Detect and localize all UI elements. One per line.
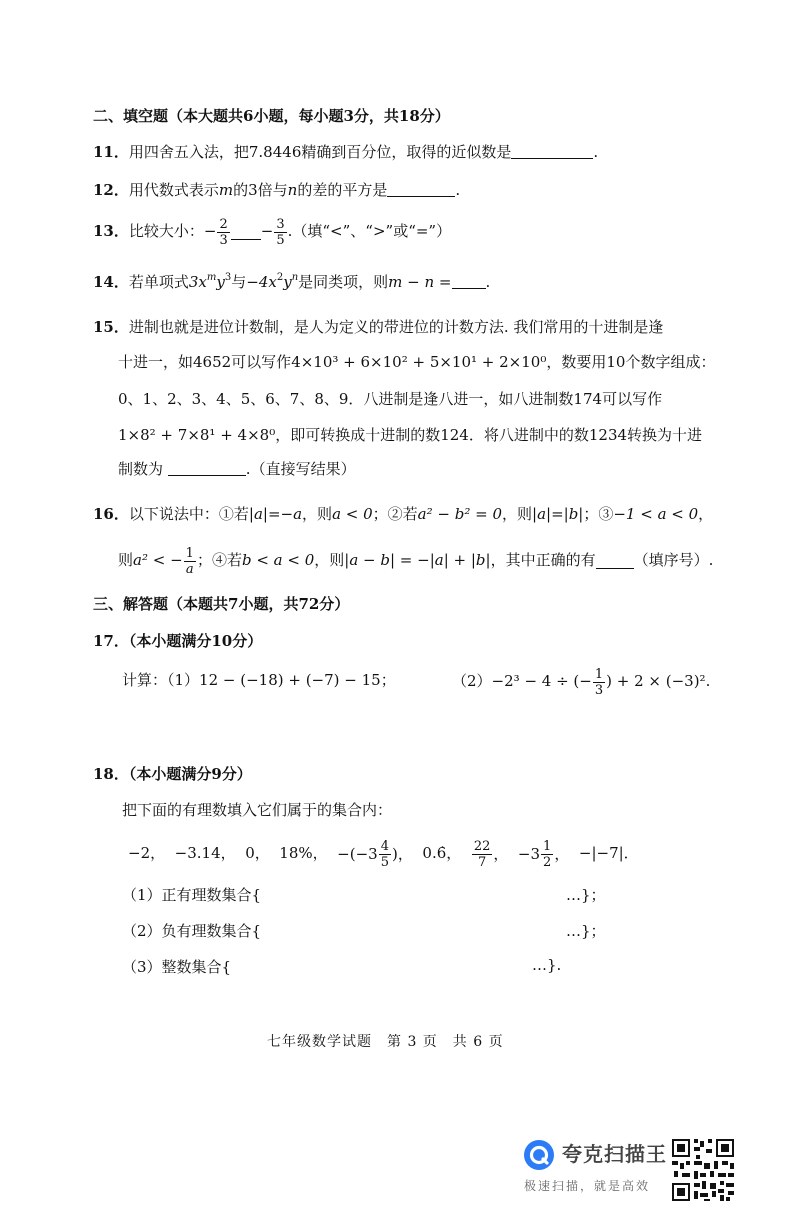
q13-frac1-num: 2 — [219, 216, 228, 232]
q18-number-9: −|−7|． — [578, 844, 639, 862]
q17-fraction — [593, 667, 605, 698]
q18-n7-num: 22 — [473, 838, 491, 854]
q18-n5-a: −(−3 — [337, 845, 378, 863]
q12-text-a: 用代数式表示 — [128, 181, 219, 199]
question-14 — [93, 272, 490, 292]
q17-title: 17．（本小题满分10分） — [93, 632, 263, 650]
q16-l2-c: ；④若 — [196, 551, 242, 569]
q17-part-2 — [452, 664, 710, 700]
q16-l1-b: a — [253, 505, 263, 523]
q18-set-3-end: …}. — [532, 956, 562, 974]
section-2-header: 二、填空题（本大题共6小题，每小题3分，共18分） — [93, 107, 450, 125]
q15-line-2b: ，数要用10个数字组成： — [546, 353, 716, 371]
q16-l1-e: ，则 — [302, 505, 333, 523]
q14-expr-2-sup: 3 — [224, 272, 232, 283]
q16-l1-k: ；③ — [583, 505, 614, 523]
q16-l1-m: ， — [698, 505, 714, 523]
q18-instruction: 把下面的有理数填入它们属于的集合内： — [122, 801, 393, 819]
q18-number-7 — [471, 835, 509, 873]
q18-n7-den: 7 — [477, 854, 487, 870]
q16-number: 16． — [93, 505, 129, 523]
question-16-line-1 — [93, 504, 713, 524]
q15-line-4-math: 1×8² + 7×8¹ + 4×8⁰ — [118, 426, 276, 444]
q14-expr-3: −4x — [246, 273, 277, 291]
q18-set-2-label: （2）负有理数集合{ — [122, 922, 262, 940]
q18-set-1-label: （1）正有理数集合{ — [122, 886, 262, 904]
q13-frac1-den: 3 — [219, 232, 228, 248]
q16-l1-i: ，则 — [502, 505, 533, 523]
q18-n5-den: 5 — [380, 854, 389, 870]
q18-set-2-end: …}； — [566, 922, 606, 940]
q18-n8-frac — [541, 839, 553, 870]
q15-number: 15． — [93, 318, 129, 336]
q14-text-2: 与 — [231, 273, 247, 291]
q14-expr-4-sup: n — [291, 272, 299, 283]
q14-number: 14． — [93, 273, 129, 291]
q12-var-m: m — [218, 181, 234, 199]
q13-answer-blank[interactable] — [231, 224, 261, 240]
q17-frac-num: 1 — [594, 666, 604, 682]
q16-l1-h: a² − b² = 0 — [417, 505, 502, 523]
q13-number: 13． — [93, 222, 129, 240]
section-3-header: 三、解答题（本题共7小题，共72分） — [93, 595, 350, 613]
question-15-line-5 — [118, 459, 356, 479]
q16-l2-g: ，其中正确的有 — [490, 551, 596, 569]
q15-answer-blank[interactable] — [168, 460, 246, 476]
q11-number: 11． — [93, 143, 129, 161]
q13-frac2-num: 3 — [276, 216, 285, 232]
q18-number-4: 18%， — [279, 844, 328, 862]
q13-frac1-sign: − — [203, 222, 217, 240]
q15-line-2-math: 4×10³ + 6×10² + 5×10¹ + 2×10⁰ — [291, 353, 547, 371]
q16-l1-a: 以下说法中：①若| — [128, 505, 254, 523]
q15-line-1: 进制也就是进位计数制，是人为定义的带进位的计数方法. 我们常用的十进制是逢 — [128, 318, 664, 336]
q11-answer-blank[interactable] — [511, 143, 593, 159]
q14-expr-1: 3x — [188, 273, 207, 291]
scanner-logo-icon — [522, 1138, 556, 1172]
q16-l1-l: −1 < a < 0 — [613, 505, 699, 523]
q18-n7-frac — [472, 839, 493, 870]
q14-text-3: 是同类项，则 — [298, 273, 389, 291]
q18-number-6: 0.6̇， — [422, 844, 462, 862]
q16-l2-b: a² < − — [133, 551, 183, 569]
q14-end: . — [485, 273, 491, 291]
q14-expr-1-sup: m — [206, 272, 217, 283]
q18-number-list — [128, 834, 639, 874]
q16-l1-d: a — [293, 505, 303, 523]
q14-expr-2: y — [216, 273, 225, 291]
q17-part-1 — [122, 670, 396, 690]
q16-l2-f: |a − b| = −|a| + |b| — [344, 551, 491, 569]
q14-text-1: 若单项式 — [128, 273, 189, 291]
q18-n5-b: )， — [392, 845, 413, 863]
q18-n5-num: 4 — [380, 838, 389, 854]
question-15-line-4 — [118, 425, 702, 445]
q17-part-2-label: （2） — [452, 672, 492, 690]
q18-title: 18．（本小题满分9分） — [93, 765, 252, 783]
q14-expr-m-minus-n: m − n = — [388, 273, 452, 291]
scanner-slogan: 极速扫描，就是高效 — [524, 1179, 651, 1193]
q12-end: . — [455, 181, 461, 199]
q16-fraction — [184, 546, 196, 577]
question-15-line-3: 0、1、2、3、4、5、6、7、8、9．八进制是逢八进一，如八进制数174可以写作 — [118, 390, 663, 408]
q13-fraction-1 — [217, 217, 229, 248]
q17-part-2-a: −2³ − 4 ÷ (− — [491, 672, 592, 690]
q18-set-1-end: …}； — [566, 886, 606, 904]
question-12 — [93, 180, 460, 200]
q12-text-c: 的差的平方是 — [297, 181, 388, 199]
q12-number: 12． — [93, 181, 129, 199]
q14-expr-3-sup: 2 — [276, 272, 284, 283]
q16-l1-j: |a|=|b| — [532, 505, 584, 523]
q13-frac2-den: 5 — [276, 232, 285, 248]
q16-l2-a: 则 — [118, 551, 134, 569]
q13-frac2-sign: − — [260, 222, 274, 240]
q13-fraction-2 — [274, 217, 286, 248]
q18-number-5 — [337, 835, 413, 873]
q14-expr-4: y — [283, 273, 292, 291]
q16-l1-f: a < 0 — [332, 505, 373, 523]
q15-line-2a: 十进一，如4652可以写作 — [118, 353, 292, 371]
q15-line-4b: ，即可转换成十进制的数124．将八进制中的数1234转换为十进 — [275, 426, 703, 444]
q13-hint: .（填“<”、“>”或“=”） — [287, 222, 452, 240]
question-15-line-1 — [93, 317, 663, 337]
question-16-line-2 — [118, 542, 713, 580]
q18-n8-b: ， — [554, 845, 570, 863]
q15-line-5a: 制数为 — [118, 460, 164, 478]
q18-n8-num: 1 — [543, 838, 552, 854]
q16-l2-d: b < a < 0 — [241, 551, 315, 569]
page-footer: 七年级数学试题 第 3 页 共 6 页 — [267, 1034, 504, 1050]
q12-text-b: 的3倍与 — [233, 181, 288, 199]
q11-text: 用四舍五入法，把7.8446精确到百分位，取得的近似数是 — [128, 143, 512, 161]
question-13 — [93, 214, 451, 250]
q17-part-1-expr: 12 − (−18) + (−7) − 15； — [199, 671, 396, 689]
q17-part-2-b: ) + 2 × (−3)². — [606, 672, 711, 690]
q18-n8-a: −3 — [517, 845, 541, 863]
q18-n7-b: ， — [493, 845, 509, 863]
question-15-line-2 — [118, 352, 715, 372]
question-11 — [93, 142, 598, 162]
q16-answer-blank[interactable] — [596, 553, 634, 569]
q12-answer-blank[interactable] — [387, 181, 455, 197]
scanner-brand: 夸克扫描王 — [562, 1142, 667, 1166]
q14-answer-blank[interactable] — [452, 273, 486, 289]
q16-frac-den: a — [185, 561, 194, 577]
q16-frac-num: 1 — [185, 545, 194, 561]
q11-end: . — [593, 143, 599, 161]
q16-l1-g: ；②若 — [372, 505, 418, 523]
q13-text: 比较大小： — [128, 222, 204, 240]
q18-n8-den: 2 — [543, 854, 552, 870]
q17-calc-label: 计算：（1） — [122, 671, 200, 689]
q18-n5-frac — [379, 839, 391, 870]
q16-l2-e: ，则 — [314, 551, 345, 569]
q12-var-n: n — [287, 181, 298, 199]
q16-l1-c: |=− — [262, 505, 294, 523]
q18-number-8 — [518, 835, 569, 873]
q18-number-3: 0， — [245, 844, 270, 862]
qr-code-icon — [670, 1137, 736, 1203]
q16-l2-h: （填序号）. — [633, 551, 714, 569]
q15-line-5b: .（直接写结果） — [245, 460, 356, 478]
q17-frac-den: 3 — [594, 682, 604, 698]
q18-set-3-label: （3）整数集合{ — [122, 958, 232, 976]
q18-number-1: −2， — [128, 844, 166, 862]
q18-number-2: −3.14， — [174, 844, 236, 862]
